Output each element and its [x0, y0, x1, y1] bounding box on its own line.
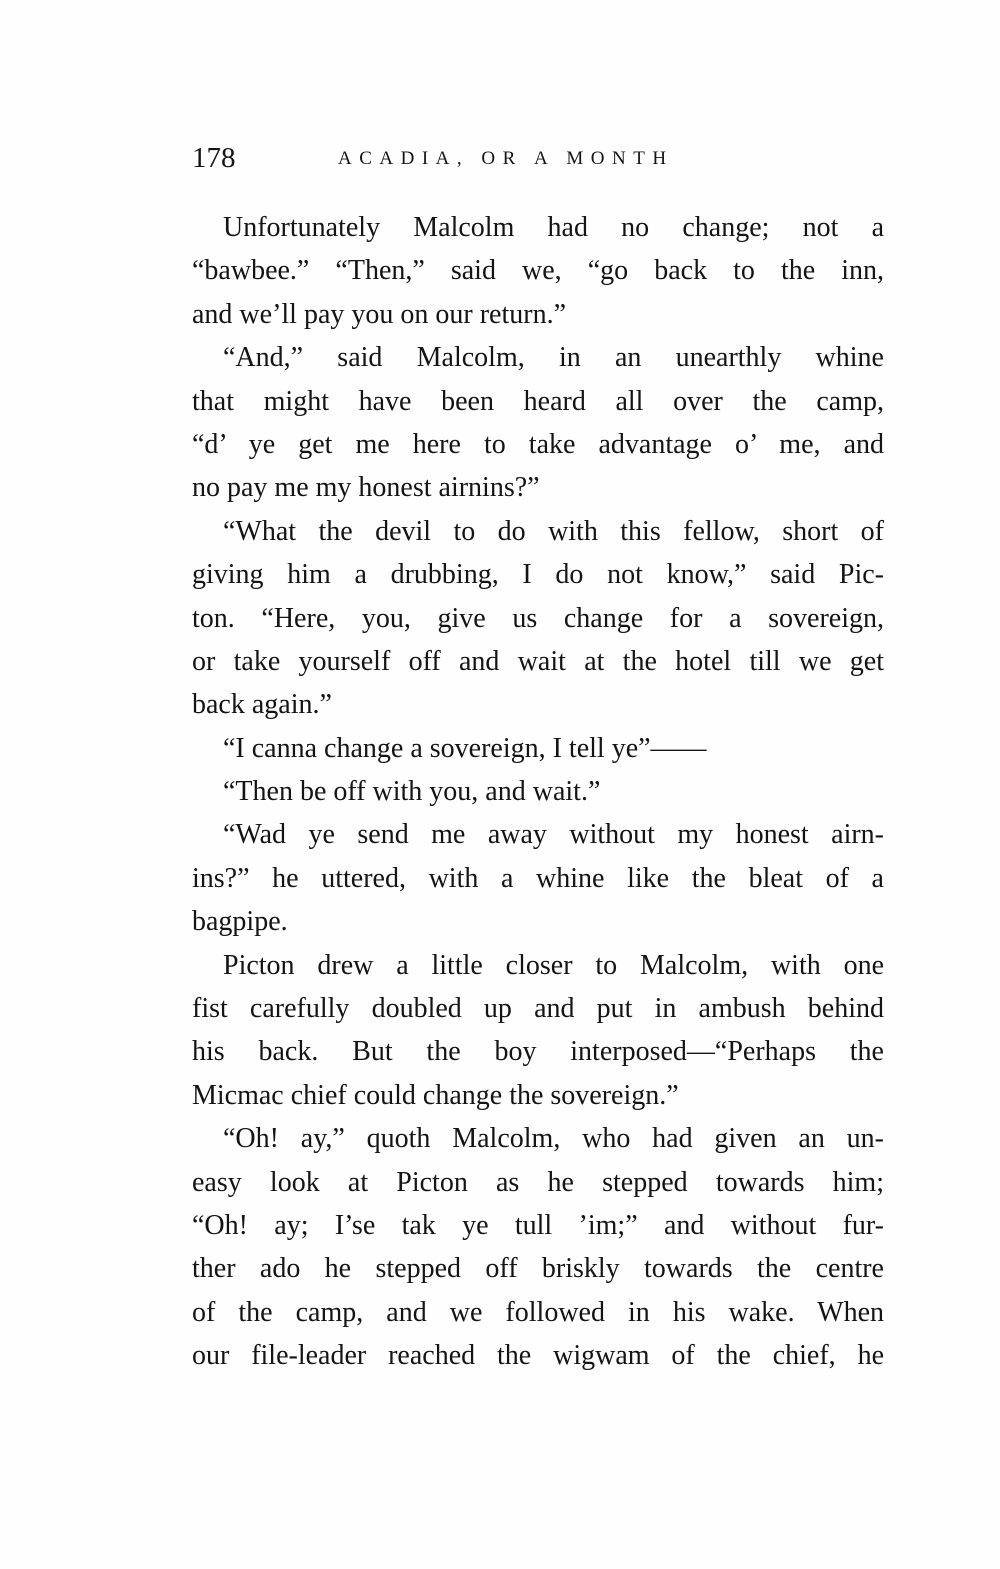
text-line: “d’ ye get me here to take advantage o’ me, and — [192, 428, 884, 460]
text-line: “What the devil to do with this fellow, short of — [223, 515, 884, 547]
text-line: “bawbee.” “Then,” said we, “go back to the inn, — [192, 255, 884, 287]
text-line: easy look at Picton as he stepped towards him; — [192, 1166, 884, 1198]
text-line: of the camp, and we followed in his wake. When — [192, 1296, 884, 1328]
text-line: “Oh! ay; I’se tak ye tull ’im;” and without fur- — [192, 1209, 884, 1241]
text-line: or take yourself off and wait at the hotel till we get — [192, 645, 884, 677]
text-line: ther ado he stepped off briskly towards the centre — [192, 1253, 884, 1285]
page-number: 178 — [192, 142, 236, 174]
text-line: “And,” said Malcolm, in an unearthly whine — [223, 342, 884, 374]
text-line: our file-leader reached the wigwam of the chief, he — [192, 1340, 884, 1372]
text-line: and we’ll pay you on our return.” — [192, 298, 566, 330]
text-line: ton. “Here, you, give us change for a sovereign, — [192, 602, 884, 634]
text-line: his back. But the boy interposed—“Perhaps the — [192, 1036, 884, 1068]
text-line: fist carefully doubled up and put in ambush behind — [192, 993, 884, 1025]
text-line: Micmac chief could change the sovereign.” — [192, 1079, 679, 1111]
text-line: no pay me my honest airnins?” — [192, 472, 540, 504]
text-line: giving him a drubbing, I do not know,” said Pic- — [192, 559, 884, 591]
body-text — [192, 206, 884, 1378]
running-title: ACADIA, OR A MONTH — [338, 148, 674, 169]
text-line: that might have been heard all over the camp, — [192, 385, 884, 417]
text-line: ins?” he uttered, with a whine like the bleat of a — [192, 862, 884, 894]
text-line: “I canna change a sovereign, I tell ye”—— — [223, 732, 707, 764]
text-line: bagpipe. — [192, 906, 288, 938]
running-head — [192, 138, 892, 178]
text-line: “Oh! ay,” quoth Malcolm, who had given an un- — [223, 1123, 884, 1155]
text-line: Unfortunately Malcolm had no change; not a — [223, 212, 884, 243]
text-line: “Then be off with you, and wait.” — [223, 776, 601, 808]
text-line: back again.” — [192, 689, 332, 721]
text-line: Picton drew a little closer to Malcolm, with one — [223, 949, 884, 981]
text-line: “Wad ye send me away without my honest airn- — [223, 819, 884, 851]
